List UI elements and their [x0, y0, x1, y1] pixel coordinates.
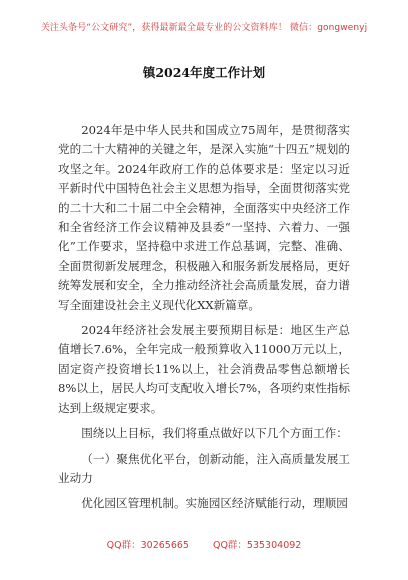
section-heading: （一）聚焦优化平台，创新动能，注入高质量发展工业动力 [58, 451, 350, 485]
document-title: 镇2024年度工作计划 [142, 65, 266, 80]
paragraph: 优化园区管理机制。实施园区经济赋能行动，理顺园 [81, 496, 348, 511]
paragraph: 围绕以上目标，我们将重点做好以下几个方面工作： [81, 426, 348, 441]
document-body [58, 121, 350, 514]
footer-banner [0, 537, 408, 557]
qq-group-2: QQ群：535304092 [212, 540, 302, 551]
qq-group-1: QQ群：30265665 [106, 540, 189, 551]
header-banner-text: 关注头条号“公文研究”，获得最新最全最专业的公文资料库！ 微信：gongwenyj [40, 22, 368, 33]
header-banner [0, 0, 408, 52]
paragraph: 2024年经济社会发展主要预期目标是：地区生产总值增长7.6%，全年完成一般预算收入11000万元以上，固定资产投资增长11%以上，社会消费品零售总额增长8%以上，居民人均可支配收入增长7%，各项约束性指标达到上级规定要求。 [58, 323, 350, 415]
paragraph: 2024年是中华人民共和国成立75周年，是贯彻落实党的二十大精神的关键之年，是深入实施“十四五”规划的攻坚之年。2024年政府工作的总体要求是：坚定以习近平新时代中国特色社会主义思想为指导，全面贯彻落实党的二十大和二十届二中全会精神，全面落实中央经济工作和全省经济工作会议精神及县委“一坚持、六着力、一强化”工作要求，坚持稳中求进工作总基调，完整、准确、全面贯彻新发展理念，积极融入和服务新发展格局，更好统筹发展和安全，全力推动经济社会高质量发展，奋力谱写全面建设社会主义现代化XX新篇章。 [58, 123, 350, 312]
